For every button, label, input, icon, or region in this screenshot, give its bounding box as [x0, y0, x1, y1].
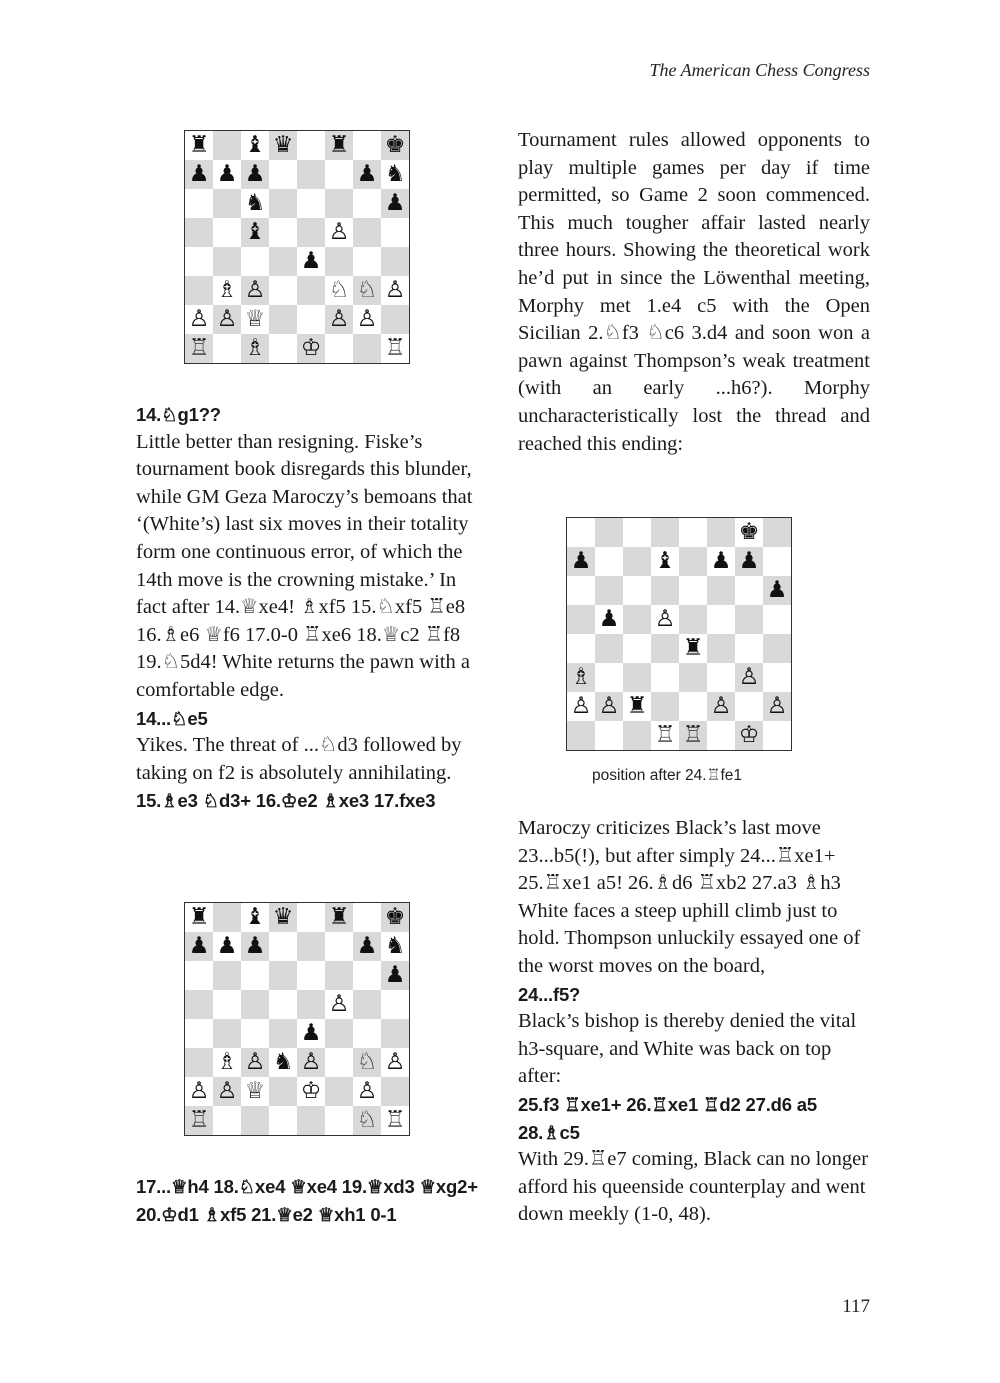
square-b6 [213, 961, 241, 990]
square-e3 [679, 663, 707, 692]
square-g8: ♚ [735, 518, 763, 547]
chess-diagram-3 [566, 517, 792, 751]
square-f2 [325, 1077, 353, 1106]
square-g1: ♔ [735, 721, 763, 750]
square-a2: ♙ [185, 305, 213, 334]
square-c5: ♝ [241, 218, 269, 247]
square-d2 [651, 692, 679, 721]
square-f5: ♙ [325, 218, 353, 247]
square-g3: ♘ [353, 1048, 381, 1077]
left-column-lower [136, 1173, 482, 1228]
square-g6 [353, 961, 381, 990]
square-h5 [381, 990, 409, 1019]
square-b2: ♙ [213, 305, 241, 334]
square-g1 [353, 334, 381, 363]
square-c7 [623, 547, 651, 576]
square-e7 [297, 932, 325, 961]
square-a7: ♟ [567, 547, 595, 576]
square-b2: ♙ [213, 1077, 241, 1106]
annotation-paragraph: Little better than resigning. Fiske’s tournament book disregards this blunder, while GM Geza Maroczy’s bemoans that ‘(White’s) last six moves in their totality form one continuous error, of which the 14th move is the crowning mistake.’ In fact after 14.♕xe4! ♗xf5 15.♘xf5 ♖e8 16.♗e6 ♕f6 17.0-0 ♖xe6 18.♕c2 ♖f8 19.♘5d4! White returns the pawn with a comfortable edge. [136, 430, 473, 701]
square-h1: ♖ [381, 334, 409, 363]
square-e7 [297, 160, 325, 189]
square-g5 [353, 218, 381, 247]
square-f7 [325, 160, 353, 189]
square-g4 [353, 247, 381, 276]
square-b5: ♟ [595, 605, 623, 634]
square-b5 [213, 218, 241, 247]
square-h7 [763, 547, 791, 576]
square-h6: ♟ [381, 189, 409, 218]
diagram-caption: position after 24.♖fe1 [592, 767, 743, 784]
square-f8 [707, 518, 735, 547]
square-d5: ♙ [651, 605, 679, 634]
square-b7: ♟ [213, 160, 241, 189]
square-d3: ♞ [269, 1048, 297, 1077]
square-d1 [269, 334, 297, 363]
square-c6 [623, 576, 651, 605]
square-h7: ♞ [381, 160, 409, 189]
square-f5 [707, 605, 735, 634]
annotation-paragraph: Yikes. The threat of ...♘d3 followed by taking on f2 is absolutely annihilating. [136, 734, 462, 784]
square-b6 [595, 576, 623, 605]
square-c3: ♙ [241, 1048, 269, 1077]
square-c8: ♝ [241, 131, 269, 160]
square-f4 [325, 247, 353, 276]
square-c1: ♗ [241, 334, 269, 363]
square-c7: ♟ [241, 932, 269, 961]
square-e2 [679, 692, 707, 721]
square-h8 [763, 518, 791, 547]
square-b1 [213, 334, 241, 363]
square-a6 [185, 189, 213, 218]
body-paragraph: With 29.♖e7 coming, Black can no longer afford his queenside counterplay and went down meekly (1-0, 48). [518, 1148, 869, 1226]
square-f7: ♟ [707, 547, 735, 576]
square-h5 [381, 218, 409, 247]
square-f6 [325, 961, 353, 990]
square-d3 [651, 663, 679, 692]
square-e5 [679, 605, 707, 634]
square-f5: ♙ [325, 990, 353, 1019]
move-line: 14...♘e5 [136, 707, 208, 729]
square-f4 [325, 1019, 353, 1048]
square-e8 [679, 518, 707, 547]
square-e3 [297, 276, 325, 305]
square-h4 [381, 247, 409, 276]
square-b1 [595, 721, 623, 750]
square-f4 [707, 634, 735, 663]
square-a8: ♜ [185, 903, 213, 932]
square-a4 [567, 634, 595, 663]
move-line: 24...f5? [518, 983, 581, 1005]
square-d4 [651, 634, 679, 663]
right-column-lower [518, 815, 870, 1229]
square-a2: ♙ [185, 1077, 213, 1106]
square-a8: ♜ [185, 131, 213, 160]
square-e7 [679, 547, 707, 576]
square-g3: ♘ [353, 276, 381, 305]
square-c4 [241, 1019, 269, 1048]
square-a1: ♖ [185, 334, 213, 363]
square-d3 [269, 276, 297, 305]
square-c3 [623, 663, 651, 692]
square-g7: ♟ [353, 932, 381, 961]
square-e4: ♟ [297, 1019, 325, 1048]
square-d4 [269, 1019, 297, 1048]
square-b5 [213, 990, 241, 1019]
square-c1 [623, 721, 651, 750]
square-g7: ♟ [353, 160, 381, 189]
square-d5 [269, 990, 297, 1019]
square-g2 [735, 692, 763, 721]
square-f3 [707, 663, 735, 692]
square-e1: ♔ [297, 334, 325, 363]
square-d7 [269, 160, 297, 189]
square-c6 [241, 961, 269, 990]
square-a5 [185, 990, 213, 1019]
square-c5 [241, 990, 269, 1019]
square-g6 [353, 189, 381, 218]
square-c1 [241, 1106, 269, 1135]
square-e6 [679, 576, 707, 605]
square-h6: ♟ [381, 961, 409, 990]
square-a3 [185, 276, 213, 305]
running-title: The American Chess Congress [649, 60, 870, 80]
square-b6 [213, 189, 241, 218]
square-b2: ♙ [595, 692, 623, 721]
square-c4 [623, 634, 651, 663]
square-g8 [353, 903, 381, 932]
square-d6 [651, 576, 679, 605]
square-d1: ♖ [651, 721, 679, 750]
square-e6 [297, 961, 325, 990]
square-b8 [213, 131, 241, 160]
square-d4 [269, 247, 297, 276]
body-paragraph: Maroczy criticizes Black’s last move 23...b5(!), but after simply 24...♖xe1+ 25.♖xe1 a5! 26.♗d6 ♖xb2 27.a3 ♗h3 White faces a steep uphill climb just to hold. Thompson unluckily essayed one of the worst moves on the board, [518, 817, 861, 977]
square-h3 [763, 663, 791, 692]
square-e4: ♟ [297, 247, 325, 276]
square-b7 [595, 547, 623, 576]
right-column-upper [518, 127, 870, 458]
square-h7: ♞ [381, 932, 409, 961]
chess-diagram-2 [184, 902, 410, 1136]
move-line: 14.♘g1?? [136, 404, 221, 425]
square-g7: ♟ [735, 547, 763, 576]
square-f8: ♜ [325, 131, 353, 160]
square-g2: ♙ [353, 305, 381, 334]
move-line: 17...♕h4 18.♘xe4 ♕xe4 19.♕xd3 ♕xg2+ 20.♔d1 ♗xf5 21.♕e2 ♕xh1 0-1 [136, 1176, 478, 1225]
square-d1 [269, 1106, 297, 1135]
square-h4 [381, 1019, 409, 1048]
square-g5 [353, 990, 381, 1019]
body-paragraph: Black’s bishop is thereby denied the vital h3-square, and White was back on top after: [518, 1010, 857, 1088]
square-f1 [707, 721, 735, 750]
square-b3: ♗ [213, 1048, 241, 1077]
square-g8 [353, 131, 381, 160]
square-a3: ♗ [567, 663, 595, 692]
square-c8: ♝ [241, 903, 269, 932]
square-g2: ♙ [353, 1077, 381, 1106]
square-e1: ♖ [679, 721, 707, 750]
square-b4 [213, 247, 241, 276]
square-f3 [325, 1048, 353, 1077]
square-e2 [297, 305, 325, 334]
square-d7: ♝ [651, 547, 679, 576]
square-a1 [567, 721, 595, 750]
square-a4 [185, 1019, 213, 1048]
square-e4: ♜ [679, 634, 707, 663]
square-c3: ♙ [241, 276, 269, 305]
square-h5 [763, 605, 791, 634]
square-d7 [269, 932, 297, 961]
square-e5 [297, 990, 325, 1019]
square-a7: ♟ [185, 160, 213, 189]
square-d6 [269, 189, 297, 218]
square-d8 [651, 518, 679, 547]
square-h3: ♙ [381, 276, 409, 305]
square-g6 [735, 576, 763, 605]
square-h2: ♙ [763, 692, 791, 721]
square-h8: ♚ [381, 131, 409, 160]
square-g1: ♘ [353, 1106, 381, 1135]
square-h2 [381, 305, 409, 334]
square-b8 [213, 903, 241, 932]
square-c8 [623, 518, 651, 547]
square-d5 [269, 218, 297, 247]
square-e3: ♙ [297, 1048, 325, 1077]
move-line: 25.f3 ♖xe1+ 26.♖xe1 ♖d2 27.d6 a5 28.♗c5 [518, 1093, 817, 1143]
square-f2: ♙ [325, 305, 353, 334]
square-d8: ♛ [269, 903, 297, 932]
square-d2 [269, 1077, 297, 1106]
square-h4 [763, 634, 791, 663]
square-a6 [185, 961, 213, 990]
square-f8: ♜ [325, 903, 353, 932]
square-g4 [735, 634, 763, 663]
square-f3: ♘ [325, 276, 353, 305]
square-b1 [213, 1106, 241, 1135]
square-d8: ♛ [269, 131, 297, 160]
left-column-upper [136, 401, 482, 815]
square-b8 [595, 518, 623, 547]
chess-diagram-1 [184, 130, 410, 364]
square-a6 [567, 576, 595, 605]
square-h6: ♟ [763, 576, 791, 605]
square-a2: ♙ [567, 692, 595, 721]
square-b4 [213, 1019, 241, 1048]
square-f1 [325, 334, 353, 363]
square-a5 [185, 218, 213, 247]
square-e5 [297, 218, 325, 247]
square-c6: ♞ [241, 189, 269, 218]
square-f2: ♙ [707, 692, 735, 721]
square-a3 [185, 1048, 213, 1077]
square-e8 [297, 131, 325, 160]
square-c2: ♕ [241, 305, 269, 334]
square-e2: ♔ [297, 1077, 325, 1106]
square-c4 [241, 247, 269, 276]
square-f6 [707, 576, 735, 605]
square-d2 [269, 305, 297, 334]
square-a7: ♟ [185, 932, 213, 961]
square-c2: ♕ [241, 1077, 269, 1106]
square-a1: ♖ [185, 1106, 213, 1135]
square-e1 [297, 1106, 325, 1135]
page-number: 117 [842, 1296, 870, 1317]
square-a8 [567, 518, 595, 547]
square-h2 [381, 1077, 409, 1106]
square-c7: ♟ [241, 160, 269, 189]
square-f1 [325, 1106, 353, 1135]
square-a5 [567, 605, 595, 634]
square-f6 [325, 189, 353, 218]
square-d6 [269, 961, 297, 990]
move-line: 15.♗e3 ♘d3+ 16.♔e2 ♗xe3 17.fxe3 [136, 790, 436, 812]
square-c5 [623, 605, 651, 634]
square-g5 [735, 605, 763, 634]
square-g4 [353, 1019, 381, 1048]
square-b4 [595, 634, 623, 663]
square-h1: ♖ [381, 1106, 409, 1135]
square-a4 [185, 247, 213, 276]
square-g3: ♙ [735, 663, 763, 692]
square-e6 [297, 189, 325, 218]
square-b3: ♗ [213, 276, 241, 305]
square-e8 [297, 903, 325, 932]
square-f7 [325, 932, 353, 961]
square-b7: ♟ [213, 932, 241, 961]
square-h3: ♙ [381, 1048, 409, 1077]
square-h1 [763, 721, 791, 750]
square-h8: ♚ [381, 903, 409, 932]
body-paragraph: Tournament rules allowed opponents to play multiple games per day if time permitted, so Game 2 soon commenced. This much tougher affair lasted nearly three hours. Showing the theoretical work he’d put in since the Löwenthal meeting, Morphy met 1.e4 c5 with the Open Sicilian 2.♘f3 ♘c6 3.d4 and soon won a pawn against Thompson’s weak treatment (with an early ...h6?). Morphy uncharacteristically lost the thread and reached this ending: [518, 129, 870, 455]
square-c2: ♜ [623, 692, 651, 721]
square-b3 [595, 663, 623, 692]
